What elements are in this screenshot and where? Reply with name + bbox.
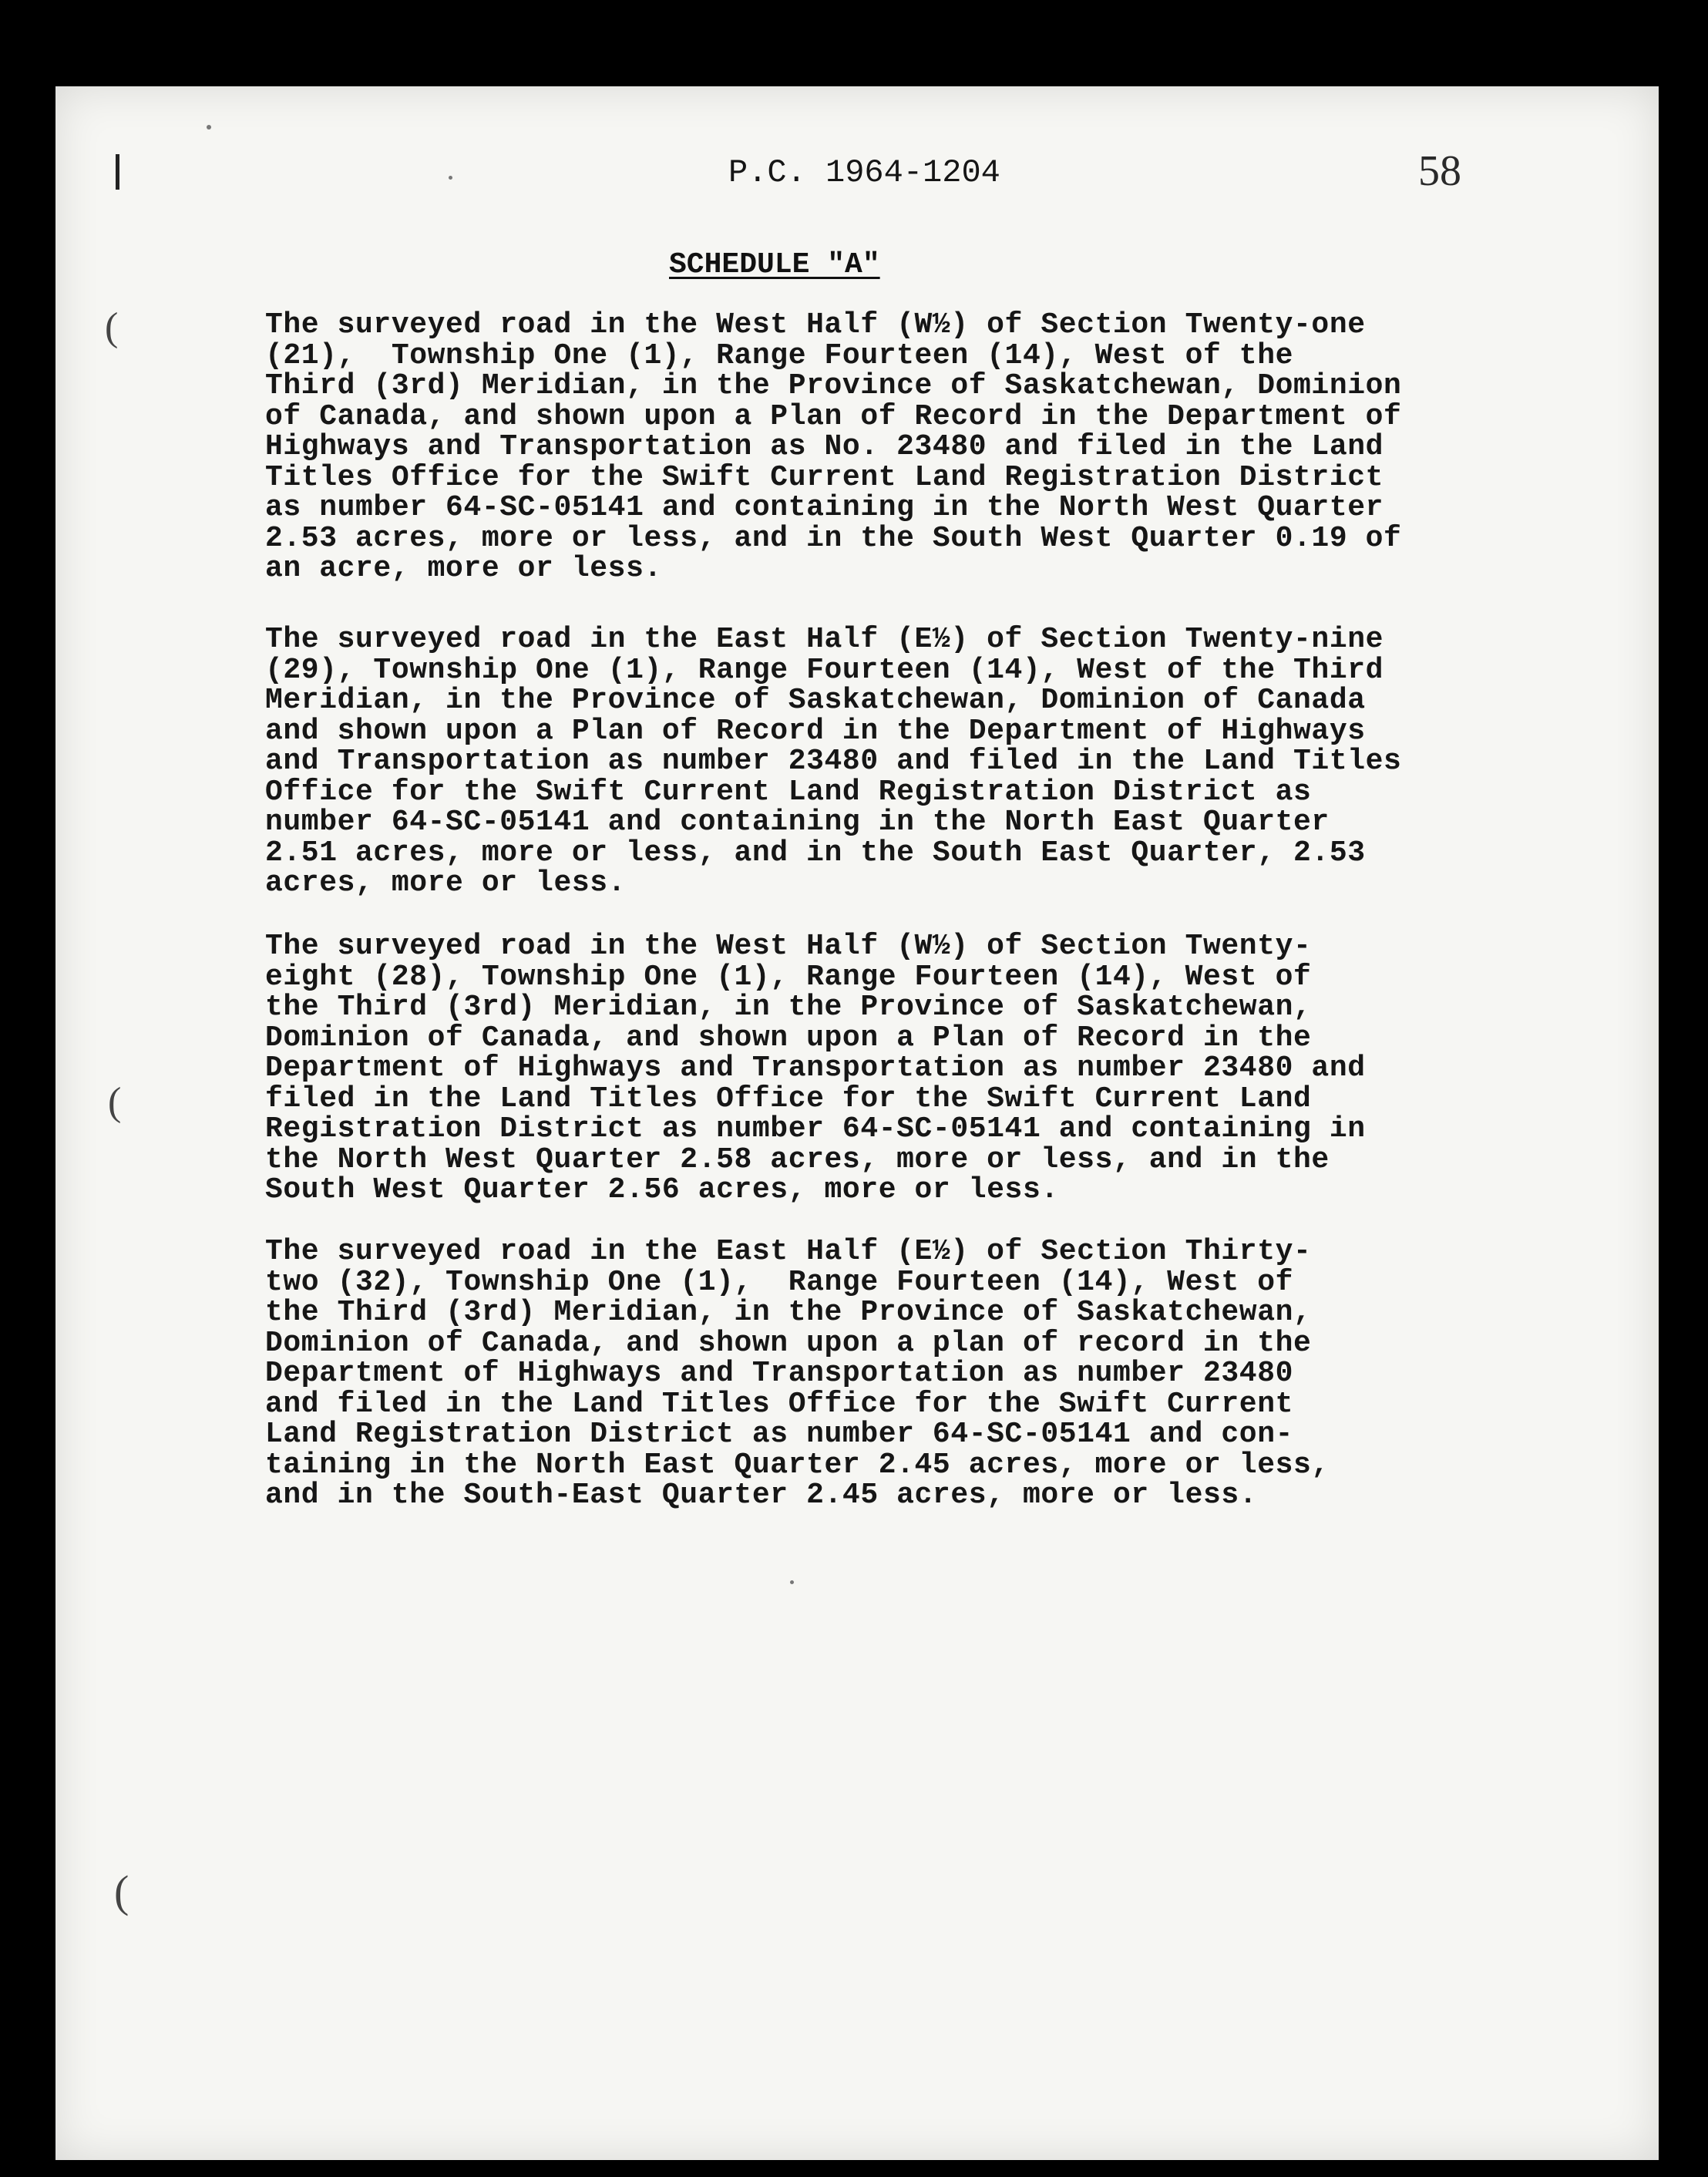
order-in-council-reference: P.C. 1964-1204	[728, 154, 1000, 191]
scan-speck	[207, 125, 211, 130]
paragraph-section-32: The surveyed road in the East Half (E½) of Section Thirty- two (32), Township One (1), Range Fourteen (14), West of the Third (3rd) Meridian, in the Province of Saskatchewan, Dominion of Canada, and shown upon a plan of record in the Department of Highways and Transportation as number 23480 and filed in the Land Titles Office for the Swift Current Land Registration District as number 64-SC-05141 and con- taining in the North East Quarter 2.45 acres, more or less, and in the South-East Quarter 2.45 acres, more or less.	[265, 1235, 1330, 1512]
margin-mark: (	[108, 1080, 122, 1124]
paragraph-section-29: The surveyed road in the East Half (E½) of Section Twenty-nine (29), Township One (1), Range Fourteen (14), West of the Third Meridian, in the Province of Saskatchewan, Dominion of Canada and shown upon a Plan of Record in the Department of Highways and Transportation as number 23480 and filed in the Land Titles Office for the Swift Current Land Registration District as number 64-SC-05141 and containing in the North East Quarter 2.51 acres, more or less, and in the South East Quarter, 2.53 acres, more or less.	[265, 623, 1402, 900]
margin-mark: (	[114, 1866, 129, 1916]
scan-speck	[449, 176, 452, 180]
margin-bar-mark	[116, 154, 119, 190]
scan-speck	[790, 1580, 794, 1584]
schedule-title: SCHEDULE "A"	[669, 248, 880, 281]
page-number: 58	[1418, 147, 1461, 195]
margin-mark: (	[105, 305, 119, 349]
paragraph-section-28: The surveyed road in the West Half (W½) of Section Twenty- eight (28), Township One (1), Range Fourteen (14), West of the Third (3rd) Meridian, in the Province of Saskatchewan, Dominion of Canada, and shown upon a Plan of Record in the Department of Highways and Transportation as number 23480 and filed in the Land Titles Office for the Swift Current Land Registration District as number 64-SC-05141 and containing in the North West Quarter 2.58 acres, more or less, and in the South West Quarter 2.56 acres, more or less.	[265, 930, 1366, 1206]
paragraph-section-21: The surveyed road in the West Half (W½) of Section Twenty-one (21), Township One (1), Range Fourteen (14), West of the Third (3rd) Meridian, in the Province of Saskatchewan, Dominion of Canada, and shown upon a Plan of Record in the Department of Highways and Transportation as No. 23480 and filed in the Land Titles Office for the Swift Current Land Registration District as number 64-SC-05141 and containing in the North West Quarter 2.53 acres, more or less, and in the South West Quarter 0.19 of an acre, more or less.	[265, 308, 1402, 585]
